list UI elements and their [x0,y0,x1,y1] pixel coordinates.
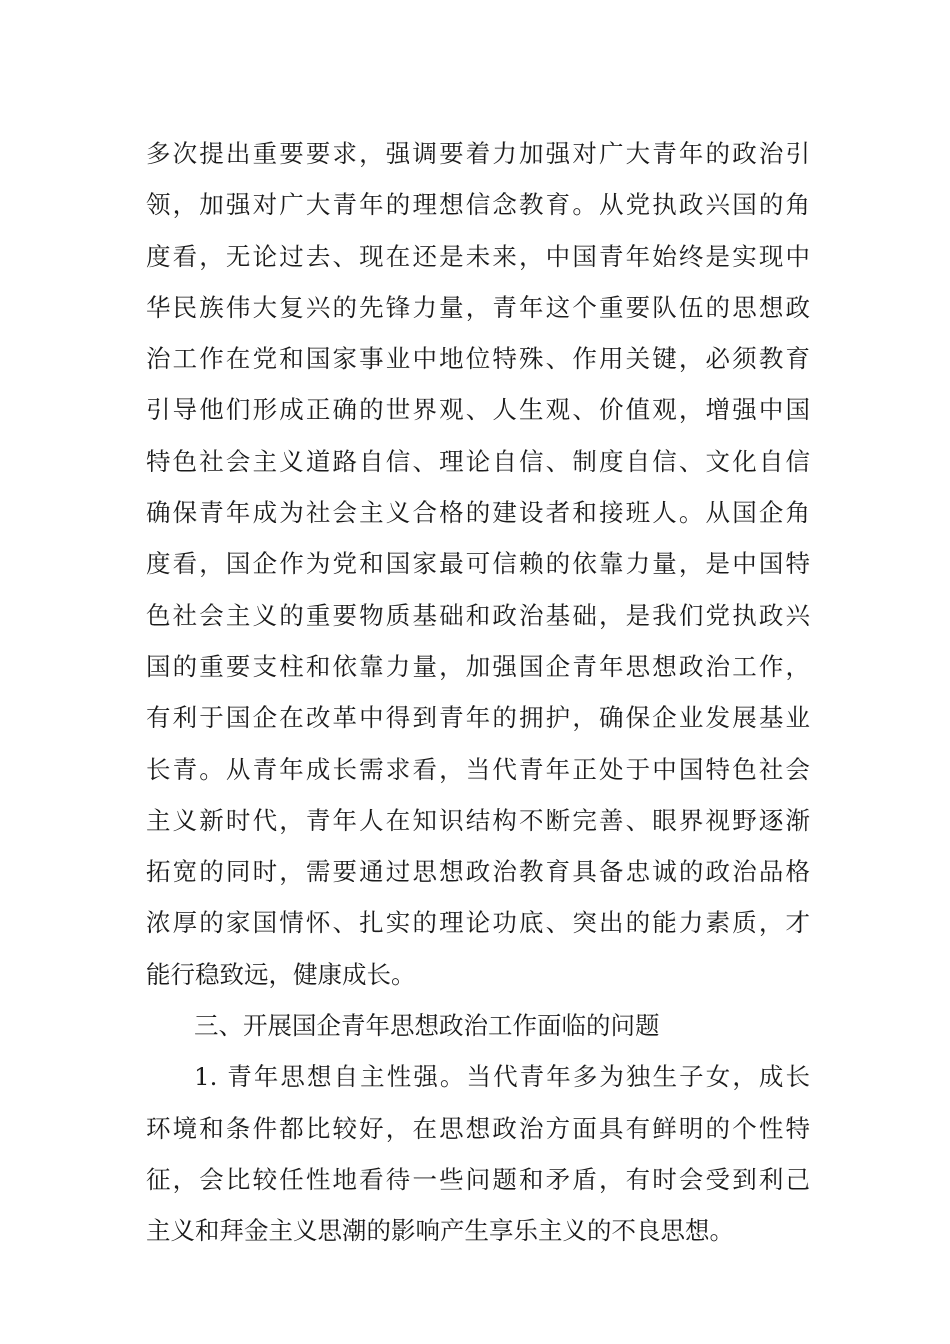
paragraph-end-line: 主义和拜金主义思潮的影响产生享乐主义的不良思想。 [146,1216,734,1246]
text-line: 长青。从青年成长需求看，当代青年正处于中国特色社会 [146,754,810,784]
text-line: 有利于国企在改革中得到青年的拥护，确保企业发展基业 [146,703,810,733]
text-line: 度看，国企作为党和国家最可信赖的依靠力量，是中国特 [146,549,810,579]
text-line: 浓厚的家国情怀、扎实的理论功底、突出的能力素质，才 [146,908,810,938]
text-line: 环境和条件都比较好，在思想政治方面具有鲜明的个性特 [146,1113,810,1143]
text-line: 色社会主义的重要物质基础和政治基础，是我们党执政兴 [146,600,810,630]
text-line: 特色社会主义道路自信、理论自信、制度自信、文化自信 [146,446,810,476]
text-line: 华民族伟大复兴的先锋力量，青年这个重要队伍的思想政 [146,292,810,322]
text-line: 确保青年成为社会主义合格的建设者和接班人。从国企角 [146,498,810,528]
paragraph-end-line: 能行稳致远，健康成长。 [146,959,416,989]
body-text [146,128,810,1257]
text-line: 征，会比较任性地看待一些问题和矛盾，有时会受到利己 [146,1164,810,1194]
section-heading: 三、开展国企青年思想政治工作面临的问题 [194,1011,660,1041]
text-line: 度看，无论过去、现在还是未来，中国青年始终是实现中 [146,241,810,271]
numbered-item-first-line: 1. 青年思想自主性强。当代青年多为独生子女，成长 [194,1062,810,1092]
text-line: 国的重要支柱和依靠力量，加强国企青年思想政治工作， [146,651,810,681]
text-line: 拓宽的同时，需要通过思想政治教育具备忠诚的政治品格 [146,857,810,887]
text-line: 多次提出重要要求，强调要着力加强对广大青年的政治引 [146,139,810,168]
text-line: 引导他们形成正确的世界观、人生观、价值观，增强中国 [146,395,810,425]
text-line: 领，加强对广大青年的理想信念教育。从党执政兴国的角 [146,190,810,220]
text-line: 主义新时代，青年人在知识结构不断完善、眼界视野逐渐 [146,805,810,835]
text-line: 治工作在党和国家事业中地位特殊、作用关键，必须教育 [146,344,810,374]
